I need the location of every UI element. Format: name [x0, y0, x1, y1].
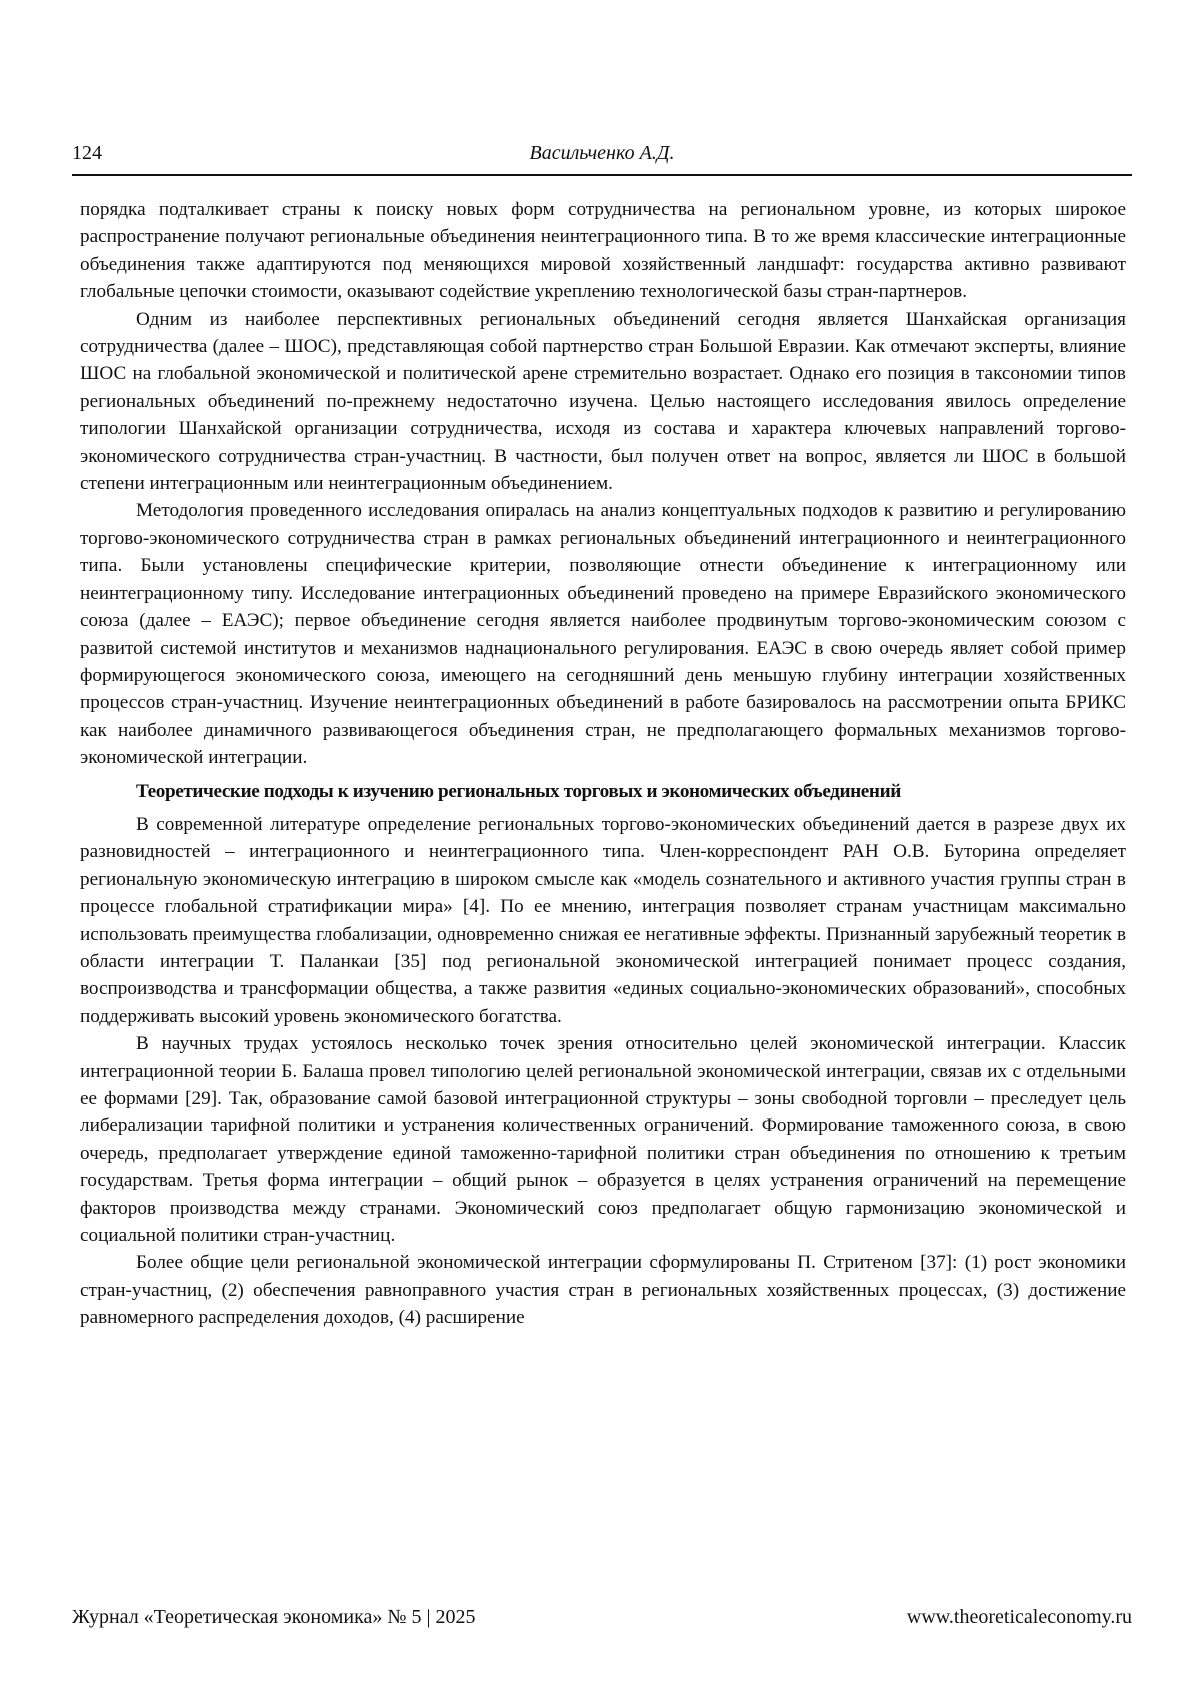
paragraph: порядка подталкивает страны к поиску новых форм сотрудничества на региональном уровне, из которых широкое распространение получают региональные объединения неинтеграционного типа. В то же время классические интеграционные объединения также адаптируются под меняющихся мировой хозяйственный ландшафт: государства активно развивают глобальные цепочки стоимости, оказывают содействие укреплению технологической базы стран-партнеров.: [80, 199, 1126, 303]
paragraph: Методология проведенного исследования опиралась на анализ концептуальных подходов к развитию и регулированию торгово-экономического сотрудничества стран в рамках региональных объединений интеграционного и неинтеграционного типа. Были установлены специфические критерии, позволяющие отнести объединение к интеграционному или неинтеграционному типу. Исследование интеграционных объединений проведено на примере Евразийского экономического союза (далее – ЕАЭС); первое объединение сегодня является наиболее продвинутым торгово-экономическим союзом с развитой системой институтов и механизмов наднационального регулирования. ЕАЭС в свою очередь являет собой пример формирующегося экономического союза, имеющего на сегодняшний день меньшую глубину интеграции хозяйственных процессов стран-участниц. Изучение неинтеграционных объединений в работе базировалось на рассмотрении опыта БРИКС как наиболее динамичного развивающегося объединения стран, не предполагающего формальных механизмов торгово-экономической интеграции.: [80, 500, 1126, 769]
section-heading: Теоретические подходы к изучению региональных торговых и экономических объединений: [136, 780, 901, 802]
journal-url[interactable]: www.theoreticaleconomy.ru: [906, 1606, 1132, 1628]
paragraph: В научных трудах устоялось несколько точек зрения относительно целей экономической интеграции. Классик интеграционной теории Б. Балаша провел типологию целей региональной экономической интеграции, связав их с отдельными ее формами [29]. Так, образование самой базовой интеграционной структуры – зоны свободной торговли – преследует цель либерализации тарифной политики и устранения количественных ограничений. Формирование таможенного союза, в свою очередь, предполагает утверждение единой таможенно-тарифной политики стран объединения по отношению к третьим государствам. Третья форма интеграции – общий рынок – образуется в целях устранения ограничений на перемещение факторов производства между странами. Экономический союз предполагает общую гармонизацию экономической и социальной политики стран-участниц.: [80, 1033, 1126, 1247]
journal-name: Журнал «Теоретическая экономика» № 5 | 2025: [72, 1606, 476, 1628]
page-header: [72, 140, 1132, 176]
running-title: Васильченко А.Д.: [529, 142, 675, 164]
paragraph: В современной литературе определение региональных торгово-экономических объединений дается в разрезе двух их разновидностей – интеграционного и неинтеграционного типа. Член-корреспондент РАН О.В. Буторина определяет региональную экономическую интеграцию в широком смысле как «модель сознательного и активного участия группы стран в процессе глобальной стратификации мира» [4]. По ее мнению, интеграция позволяет странам участницам максимально использовать преимущества глобализации, одновременно снижая ее негативные эффекты. Признанный зарубежный теоретик в области интеграции Т. Паланкаи [35] под региональной экономической интеграцией понимает процесс создания, воспроизводства и трансформации общества, а также развития «единых социально-экономических образований», способных поддерживать высокий уровень экономического богатства.: [80, 813, 1126, 1027]
page-number: 124: [72, 142, 102, 164]
paragraph: Одним из наиболее перспективных региональных объединений сегодня является Шанхайская организация сотрудничества (далее – ШОС), представляющая собой партнерство стран Большой Евразии. Как отмечают эксперты, влияние ШОС на глобальной экономической и политической арене стремительно возрастает. Однако его позиция в таксономии типов региональных объединений по-прежнему недостаточно изучена. Целью настоящего исследования явилось определение типологии Шанхайской организации сотрудничества, исходя из состава и характера ключевых направлений торгово-экономического сотрудничества стран-участниц. В частности, был получен ответ на вопрос, является ли ШОС в большой степени интеграционным или неинтеграционным объединением.: [80, 308, 1126, 495]
paragraph: Более общие цели региональной экономической интеграции сформулированы П. Стритеном [37]: (1) рост экономики стран-участниц, (2) обеспечения равноправного участия стран в региональных хозяйственных процессах, (3) достижение равномерного распределения доходов, (4) расширение: [80, 1252, 1126, 1329]
article-body: [80, 196, 1126, 1332]
page-footer: [72, 1606, 1132, 1636]
